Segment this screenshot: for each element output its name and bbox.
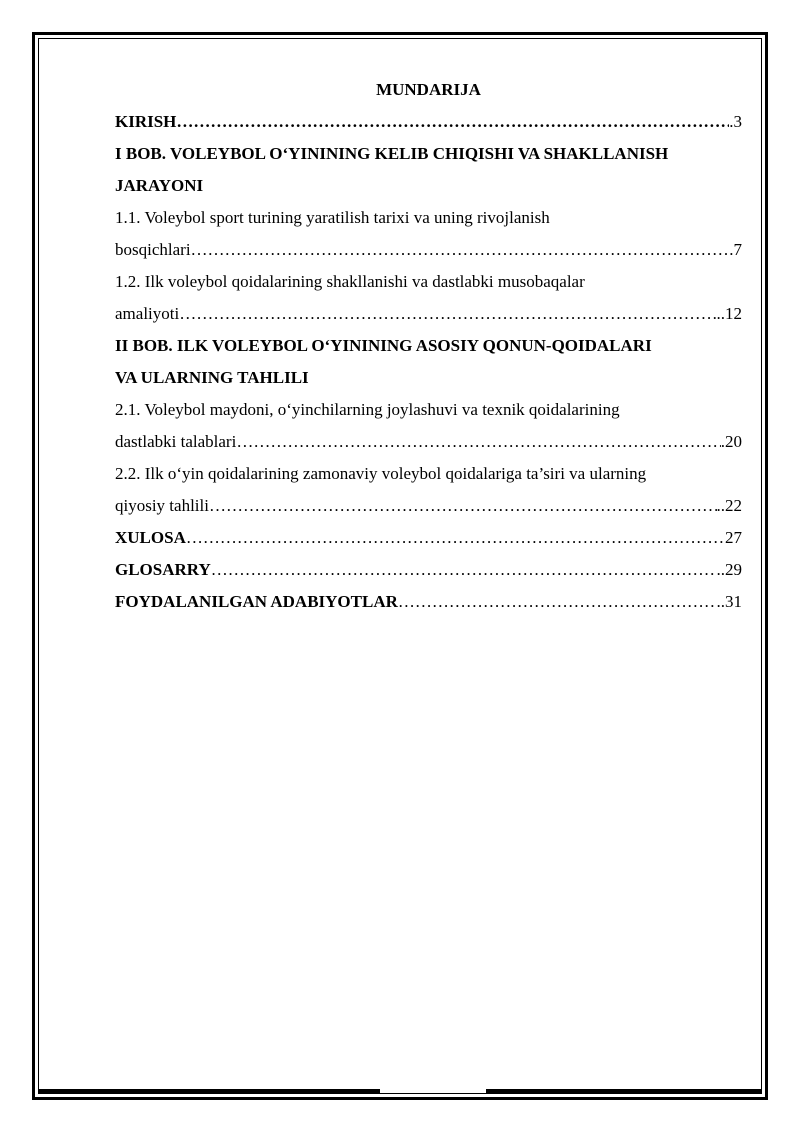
toc-entry-page: .7 xyxy=(729,240,742,259)
table-of-contents xyxy=(115,72,742,618)
toc-leader-dots xyxy=(398,586,717,618)
toc-entry-page: ..29 xyxy=(716,560,742,579)
toc-entry-label: bosqichlari xyxy=(115,240,191,259)
toc-title: MUNDARIJA xyxy=(376,80,481,99)
toc-leader-dots xyxy=(179,298,716,330)
toc-leader-dots xyxy=(211,554,717,586)
toc-entry-2-1-title[interactable]: 2.1. Voleybol maydoni, o‘yinchilarning joylashuvi va texnik qoidalarining xyxy=(115,400,620,419)
toc-entry-page: ..31 xyxy=(716,592,742,611)
toc-entry-1-2[interactable] xyxy=(115,298,742,330)
bottom-border-segment-left xyxy=(38,1089,380,1094)
toc-leader-dots xyxy=(176,106,729,138)
toc-entry-label: KIRISH xyxy=(115,112,177,131)
toc-leader-dots xyxy=(191,234,730,266)
bottom-border-segment-right xyxy=(486,1089,762,1094)
toc-entry-page: .20 xyxy=(720,432,742,451)
toc-chapter-1-heading[interactable]: I BOB. VOLEYBOL O‘YININING KELIB CHIQISHI VA SHAKLLANISH xyxy=(115,144,669,163)
toc-entry-xulosa[interactable] xyxy=(115,522,742,554)
toc-entry-page: ..22 xyxy=(716,496,742,515)
toc-entry-page: 27 xyxy=(725,528,742,547)
toc-entry-page: .3 xyxy=(729,112,742,131)
toc-entry-2-2-title[interactable]: 2.2. Ilk o‘yin qoidalarining zamonaviy voleybol qoidalariga ta’siri va ularning xyxy=(115,464,647,483)
toc-entry-label: GLOSARRY xyxy=(115,560,211,579)
toc-entry-label: qiyosiy tahlili xyxy=(115,496,209,515)
toc-entry-adabiyotlar[interactable] xyxy=(115,586,742,618)
toc-entry-label: amaliyoti xyxy=(115,304,180,323)
toc-entry-label: FOYDALANILGAN ADABIYOTLAR xyxy=(115,592,398,611)
toc-leader-dots xyxy=(186,522,725,554)
toc-entry-1-1[interactable] xyxy=(115,234,742,266)
toc-leader-dots xyxy=(236,426,720,458)
toc-chapter-1-heading-cont[interactable]: JARAYONI xyxy=(115,176,204,195)
toc-entry-page: ..12 xyxy=(716,304,742,323)
toc-entry-label: XULOSA xyxy=(115,528,186,547)
toc-entry-1-1-title[interactable]: 1.1. Voleybol sport turining yaratilish tarixi va uning rivojlanish xyxy=(115,208,550,227)
toc-chapter-2-heading[interactable]: II BOB. ILK VOLEYBOL O‘YININING ASOSIY QONUN-QOIDALARI xyxy=(115,336,652,355)
toc-entry-1-2-title[interactable]: 1.2. Ilk voleybol qoidalarining shakllanishi va dastlabki musobaqalar xyxy=(115,272,585,291)
toc-leader-dots xyxy=(209,490,717,522)
toc-entry-2-1[interactable] xyxy=(115,426,742,458)
toc-entry-label: dastlabki talablari xyxy=(115,432,237,451)
toc-entry-2-2[interactable] xyxy=(115,490,742,522)
toc-chapter-2-heading-cont[interactable]: VA ULARNING TAHLILI xyxy=(115,368,309,387)
toc-entry-glosarry[interactable] xyxy=(115,554,742,586)
toc-entry-kirish[interactable] xyxy=(115,106,742,138)
